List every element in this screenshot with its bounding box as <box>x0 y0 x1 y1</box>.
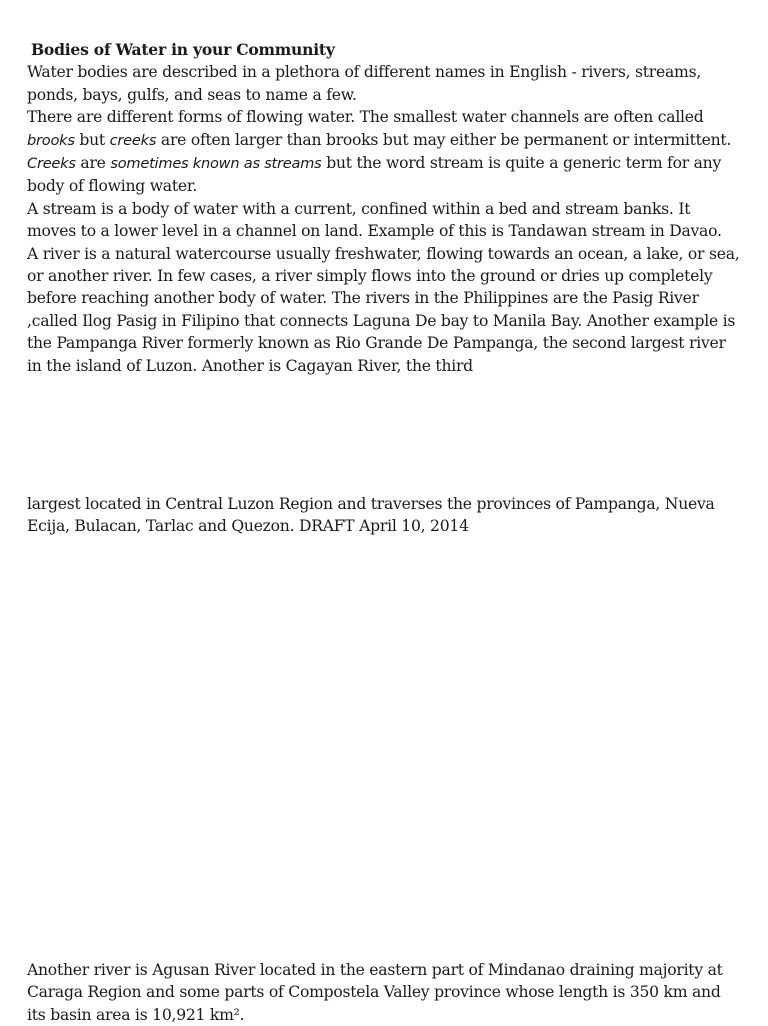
paragraph-river: A river is a natural watercourse usually freshwater, flowing towards an ocean, a lake, or sea, or another river. In few cases, a river simply flows into the ground or dries up completely before reaching another body of water. The rivers in the Philippines are the Pasig River ,called Ilog Pasig in Filipino that connects Laguna De bay to Manila Bay. Another example is the Pampanga River formerly known as Rio Grande De Pampanga, the second largest river in the island of Luzon. Another is Cagayan River, the third <box>27 244 740 375</box>
italic-phrase-streams: sometimes known as streams <box>110 155 322 173</box>
text-run: are often larger than brooks but may either be permanent or intermittent. <box>156 130 732 149</box>
italic-term-creeks-2: Creeks <box>27 155 76 173</box>
text-block-middle <box>27 493 742 538</box>
text-block-lower <box>27 959 742 1026</box>
text-block-upper <box>27 39 742 377</box>
text-run: but <box>74 130 110 149</box>
paragraph-agusan-river: Another river is Agusan River located in the eastern part of Mindanao draining majority at Caraga Region and some parts of Compostela Valley province whose length is 350 km and its basin area is 10,921 km². <box>27 961 723 1024</box>
italic-term-creeks: creeks <box>109 131 157 149</box>
section-title: Bodies of Water in your Community <box>31 40 335 59</box>
paragraph-flowing-water <box>27 106 742 198</box>
paragraph-water-bodies: Water bodies are described in a plethora of different names in English - rivers, streams, ponds, bays, gulfs, and seas to name a few. <box>27 63 702 104</box>
text-run: There are different forms of flowing water. The smallest water channels are often called <box>27 108 704 127</box>
paragraph-stream: A stream is a body of water with a current, confined within a bed and stream banks. It moves to a lower level in a channel on land. Example of this is Tandawan stream in Davao. <box>27 199 722 241</box>
text-run: but the word stream is quite a generic term for any body of flowing water. <box>27 154 722 196</box>
text-run: are <box>75 154 111 173</box>
italic-term-brooks: brooks <box>27 131 75 149</box>
paragraph-river-continued: largest located in Central Luzon Region and traverses the provinces of Pampanga, Nueva Ecija, Bulacan, Tarlac and Quezon. DRAFT April 10, 2014 <box>27 495 715 536</box>
